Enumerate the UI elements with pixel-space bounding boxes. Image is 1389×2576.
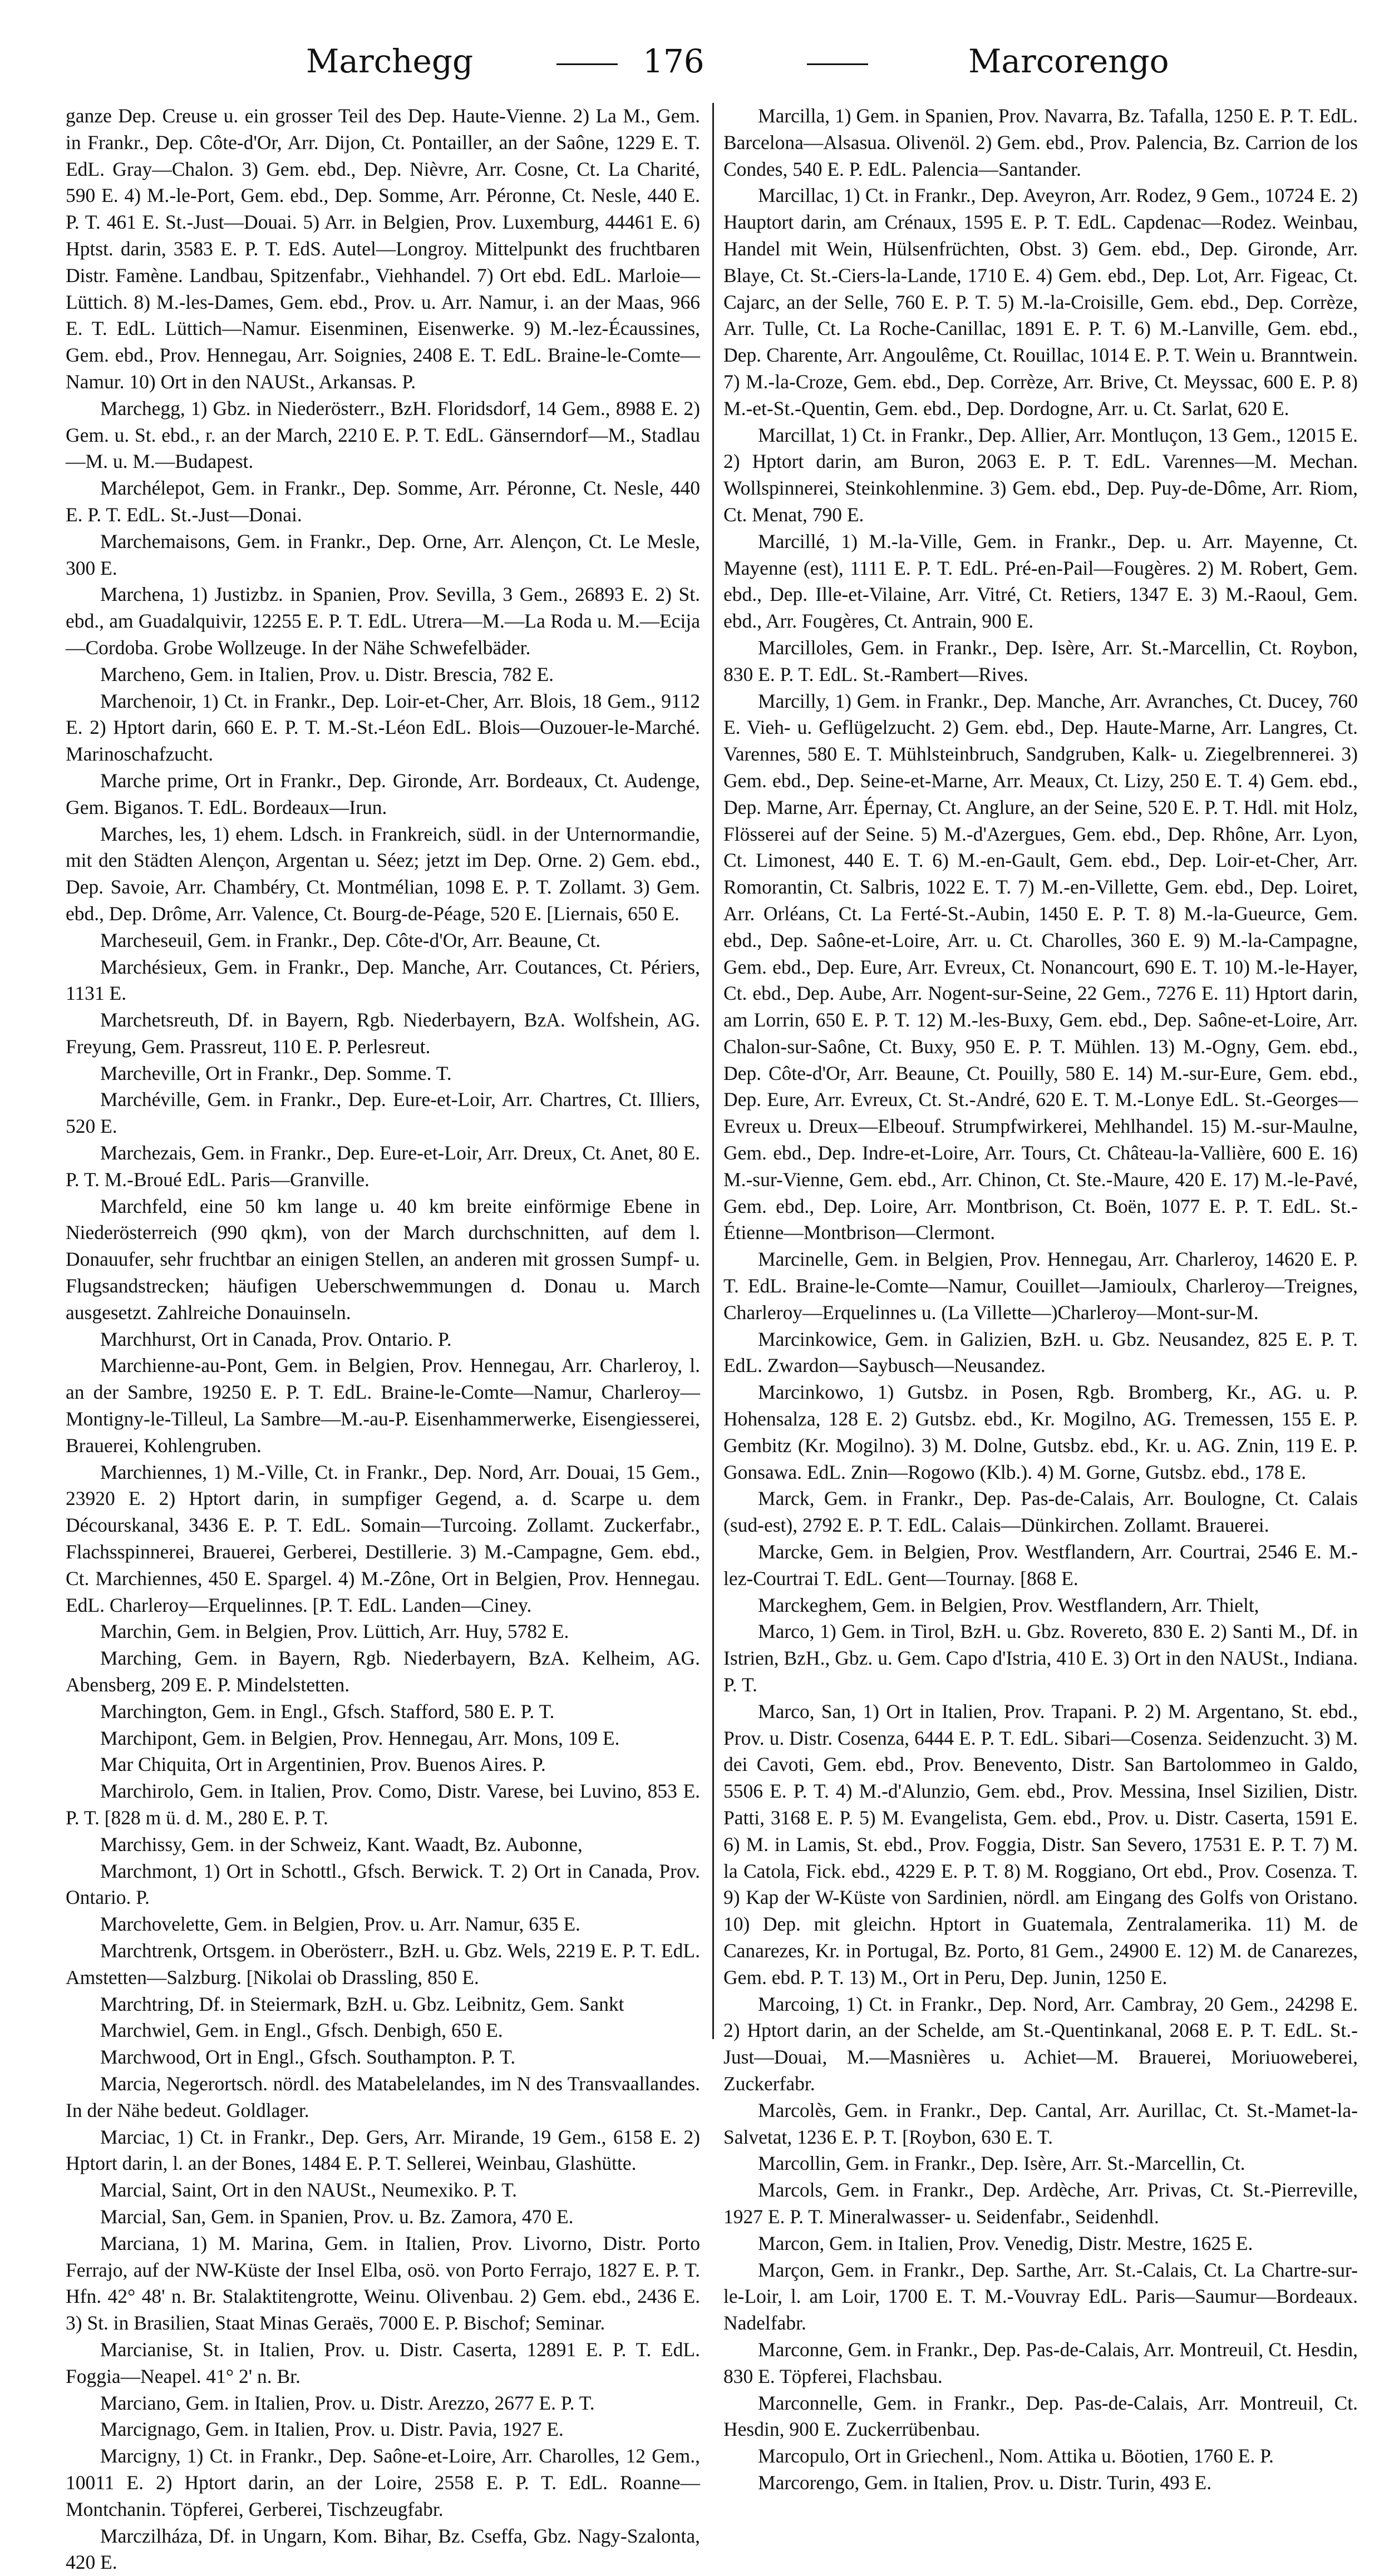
dictionary-entry: Marcilloles, Gem. in Frankr., Dep. Isère, Arr. St.-Marcellin, Ct. Roybon, 830 E. P. T. EdL. St.-Rambert—Rives.: [723, 636, 1358, 685]
dictionary-entry: Marck, Gem. in Frankr., Dep. Pas-de-Calais, Arr. Boulogne, Ct. Calais (sud-est), 2792 E. P. T. EdL. Calais—Dünkirchen. Zollamt. Brauerei.: [723, 1487, 1358, 1537]
dictionary-entry: Marconnelle, Gem. in Frankr., Dep. Pas-de-Calais, Arr. Montreuil, Ct. Hesdin, 900 E. Zuckerrübenbau.: [723, 2391, 1358, 2441]
dictionary-entry: Marchtrenk, Ortsgem. in Oberösterr., BzH. u. Gbz. Wels, 2219 E. P. T. EdL. Amstetten—Salzburg. [Nikolai ob Drassling, 850 E.: [66, 1939, 700, 1988]
right-column: [723, 103, 1358, 2494]
dictionary-entry: Marcoing, 1) Ct. in Frankr., Dep. Nord, Arr. Cambray, 20 Gem., 24298 E. 2) Hptort darin, an der Schelde, am St.-Quentinkanal, 2068 E. P. T. EdL. St.-Just—Douai, M.—Masnières u. Achiet—M. Brauerei, Moriuoweberei, Zuckerfabr.: [723, 1992, 1358, 2095]
dictionary-entry: Marche prime, Ort in Frankr., Dep. Gironde, Arr. Bordeaux, Ct. Audenge, Gem. Biganos. T. EdL. Bordeaux—Irun.: [66, 769, 700, 818]
dictionary-entry: Marcon, Gem. in Italien, Prov. Venedig, Distr. Mestre, 1625 E.: [758, 2232, 1253, 2254]
dictionary-entry: Marches, les, 1) ehem. Ldsch. in Frankreich, südl. in der Unternormandie, mit den Städten Alençon, Argentan u. Séez; jetzt im Dep. Orne. 2) Gem. ebd., Dep. Savoie, Arr. Chambéry, Ct. Montmélian, 1098 E. P. T. Zollamt. 3) Gem. ebd., Dep. Drôme, Arr. Valence, Ct. Bourg-de-Péage, 520 E. [Liernais, 650 E.: [66, 822, 700, 925]
dictionary-entry: Marcinkowo, 1) Gutsbz. in Posen, Rgb. Bromberg, Kr., AG. u. P. Hohensalza, 128 E. 2) Gutsbz. ebd., Kr. Mogilno, AG. Tremessen, 155 E. P. Gembitz (Kr. Mogilno). 3) M. Dolne, Gutsbz. ebd., Kr. u. AG. Znin, 119 E. P. Gonsawa. EdL. Znin—Rogowo (Klb.). 4) M. Gorne, Gutsbz. ebd., 178 E.: [723, 1381, 1358, 1483]
dictionary-entry: Marcianise, St. in Italien, Prov. u. Distr. Caserta, 12891 E. P. T. EdL. Foggia—Neapel. 41° 2' n. Br.: [66, 2338, 700, 2387]
dictionary-entry: Marchissy, Gem. in der Schweiz, Kant. Waadt, Bz. Aubonne,: [100, 1833, 583, 1855]
dictionary-entry: Marchegg, 1) Gbz. in Niederösterr., BzH. Floridsdorf, 14 Gem., 8988 E. 2) Gem. u. St. ebd., r. an der March, 2210 E. P. T. EdL. Gänserndorf—M., Stadlau—M. u. M.—Budapest.: [66, 397, 700, 473]
dictionary-entry: Marchtring, Df. in Steiermark, BzH. u. Gbz. Leibnitz, Gem. Sankt: [100, 1992, 624, 2015]
dictionary-entry: Marcols, Gem. in Frankr., Dep. Ardèche, Arr. Privas, Ct. St.-Pierreville, 1927 E. P. T. Mineralwasser- u. Seidenfabr., Seidenhdl.: [723, 2179, 1358, 2228]
dictionary-entry: Marchipont, Gem. in Belgien, Prov. Hennegau, Arr. Mons, 109 E.: [100, 1726, 620, 1749]
dictionary-entry: Marching, Gem. in Bayern, Rgb. Niederbayern, BzA. Kelheim, AG. Abensberg, 209 E. P. Mindelstetten.: [66, 1647, 700, 1696]
page-number: 176: [643, 42, 705, 80]
dictionary-entry: Marciano, Gem. in Italien, Prov. u. Distr. Arezzo, 2677 E. P. T.: [100, 2391, 595, 2414]
left-column: [66, 103, 700, 2574]
dictionary-entry: Marciac, 1) Ct. in Frankr., Dep. Gers, Arr. Mirande, 19 Gem., 6158 E. 2) Hptort darin, l. an der Bones, 1484 E. P. T. Sellerei, Weinbau, Glashütte.: [66, 2125, 700, 2175]
dictionary-entry: Marchiennes, 1) M.-Ville, Ct. in Frankr., Dep. Nord, Arr. Douai, 15 Gem., 23920 E. 2) Hptort darin, in sumpfiger Gegend, a. d. Scarpe u. dem Décourskanal, 3436 E. P. T. EdL. Somain—Turcoing. Zollamt. Zuckerfabr., Flachsspinnerei, Brauerei, Gerberei, Destillerie. 3) M.-Campagne, Gem. ebd., Ct. Marchiennes, 450 E. Spargel. 4) M.-Zône, Ort in Belgien, Prov. Hennegau. EdL. Charleroy—Erquelinnes. [P. T. EdL. Landen—Ciney.: [66, 1460, 700, 1616]
dictionary-entry: Marcilla, 1) Gem. in Spanien, Prov. Navarra, Bz. Tafalla, 1250 E. P. T. EdL. Barcelona—Alsasua. Olivenöl. 2) Gem. ebd., Prov. Palencia, Bz. Carrion de los Condes, 540 E. P. EdL. Palencia—Santander.: [723, 105, 1358, 180]
dictionary-entry: Marcignago, Gem. in Italien, Prov. u. Distr. Pavia, 1927 E.: [100, 2418, 564, 2441]
dictionary-entry: Marchin, Gem. in Belgien, Prov. Lüttich, Arr. Huy, 5782 E.: [100, 1620, 569, 1643]
dictionary-entry: Marchenoir, 1) Ct. in Frankr., Dep. Loir-et-Cher, Arr. Blois, 18 Gem., 9112 E. 2) Hptort darin, 660 E. P. T. M.-St.-Léon EdL. Blois—Ouzouer-le-Marché. Marinoschafzucht.: [66, 689, 700, 766]
dictionary-entry: Marcigny, 1) Ct. in Frankr., Dep. Saône-et-Loire, Arr. Charolles, 12 Gem., 10011 E. 2) Hptort darin, an der Loire, 2558 E. P. T. EdL. Roanne—Montchanin. Töpferei, Gerberei, Tischzeugfabr.: [66, 2445, 700, 2520]
header-dash-right: [807, 63, 868, 65]
dictionary-entry: Marchhurst, Ort in Canada, Prov. Ontario. P.: [100, 1328, 452, 1350]
page-header: [67, 39, 1333, 89]
dictionary-entry: Marcorengo, Gem. in Italien, Prov. u. Distr. Turin, 493 E.: [758, 2471, 1212, 2494]
dictionary-entry: Marchington, Gem. in Engl., Gfsch. Stafford, 580 E. P. T.: [100, 1700, 555, 1723]
dictionary-entry: Marcopulo, Ort in Griechenl., Nom. Attika u. Böotien, 1760 E. P.: [758, 2445, 1274, 2468]
dictionary-entry: Marcinkowice, Gem. in Galizien, BzH. u. Gbz. Neusandez, 825 E. P. T. EdL. Zwardon—Saybusch—Neusandez.: [723, 1328, 1358, 1377]
dictionary-entry: Marcheville, Ort in Frankr., Dep. Somme. T.: [100, 1062, 452, 1084]
dictionary-entry: Marco, San, 1) Ort in Italien, Prov. Trapani. P. 2) M. Argentano, St. ebd., Prov. u. Distr. Cosenza, 6444 E. P. T. EdL. Sibari—Cosenza. Seidenzucht. 3) M. dei Cavoti, Gem. ebd., Prov. Benevento, Distr. San Bartolommeo in Galdo, 5506 E. P. T. 4) M.-d'Alunzio, Gem. ebd., Prov. Messina, Insel Sizilien, Distr. Patti, 3168 E. P. 5) M. Evangelista, Gem. ebd., Prov. u. Distr. Caserta, 1591 E. 6) M. in Lamis, St. ebd., Prov. Foggia, Distr. San Severo, 17531 E. P. T. 7) M. la Catola, Fick. ebd., 4229 E. P. T. 8) M. Roggiano, Ort ebd., Prov. Cosenza. T. 9) Kap der W-Küste von Sardinien, nördl. am Eingang des Golfs von Oristano. 10) Dep. mit gleichn. Hptort in Guatemala, Zentralamerika. 11) M. de Canarezes, Kr. in Portugal, Bz. Porto, 81 Gem., 24900 E. 12) M. de Canarezes, Gem. ebd. P. T. 13) M., Ort in Peru, Dep. Junin, 1250 E.: [723, 1700, 1358, 1988]
dictionary-entry: Marciana, 1) M. Marina, Gem. in Italien, Prov. Livorno, Distr. Porto Ferrajo, auf der NW-Küste der Insel Elba, osö. von Porto Ferrajo, 1827 E. P. T. Hfn. 42° 48' n. Br. Stalaktitengrotte, Weinu. Olivenbau. 2) Gem. ebd., 2436 E. 3) St. in Brasilien, Staat Minas Geraës, 7000 E. P. Bischof; Seminar.: [66, 2232, 700, 2335]
dictionary-entry: Marcillat, 1) Ct. in Frankr., Dep. Allier, Arr. Montluçon, 13 Gem., 12015 E. 2) Hptort darin, am Buron, 2063 E. P. T. EdL. Varennes—M. Mechan. Wollspinnerei, Steinkohlenmine. 3) Gem. ebd., Dep. Puy-de-Dôme, Arr. Riom, Ct. Menat, 790 E.: [723, 423, 1358, 526]
dictionary-entry: ganze Dep. Creuse u. ein grosser Teil des Dep. Haute-Vienne. 2) La M., Gem. in Frankr., Dep. Côte-d'Or, Arr. Dijon, Ct. Pontailler, an der Saône, 1229 E. T. EdL. Gray—Chalon. 3) Gem. ebd., Dep. Nièvre, Arr. Cosne, Ct. La Charité, 590 E. 4) M.-le-Port, Gem. ebd., Dep. Somme, Arr. Péronne, Ct. Nesle, 440 E. P. T. 461 E. St.-Just—Douai. 5) Arr. in Belgien, Prov. Luxemburg, 44461 E. 6) Hptst. darin, 3583 E. P. T. EdS. Autel—Longroy. Mittelpunkt des fruchtbaren Distr. Famène. Landbau, Spitzenfabr., Viehhandel. 7) Ort ebd. EdL. Marloie—Lüttich. 8) M.-les-Dames, Gem. ebd., Prov. u. Arr. Namur, i. an der Maas, 966 E. T. EdL. Lüttich—Namur. Eisenminen, Eisenwerke. 9) M.-lez-Écaussines, Gem. ebd., Prov. Hennegau, Arr. Soignies, 2408 E. T. EdL. Braine-le-Comte—Namur. 10) Ort in den NAUSt., Arkansas. P.: [66, 105, 700, 393]
dictionary-entry: Marcia, Negerortsch. nördl. des Matabelelandes, im N des Transvaallandes. In der Nähe bedeut. Goldlager.: [66, 2072, 700, 2121]
dictionary-entry: Marcolès, Gem. in Frankr., Dep. Cantal, Arr. Aurillac, Ct. St.-Mamet-la-Salvetat, 1236 E. P. T. [Roybon, 630 E. T.: [723, 2099, 1358, 2148]
dictionary-entry: Marcillé, 1) M.-la-Ville, Gem. in Frankr., Dep. u. Arr. Mayenne, Ct. Mayenne (est), 1111 E. P. T. EdL. Pré-en-Pail—Fougères. 2) M. Robert, Gem. ebd., Dep. Ille-et-Vilaine, Arr. Vitré, Ct. Retiers, 1347 E. 3) M.-Raoul, Gem. ebd., Arr. Fougères, Ct. Antrain, 900 E.: [723, 530, 1358, 633]
dictionary-entry: Marchéville, Gem. in Frankr., Dep. Eure-et-Loir, Arr. Chartres, Ct. Illiers, 520 E.: [66, 1088, 700, 1138]
dictionary-entry: Mar Chiquita, Ort in Argentinien, Prov. Buenos Aires. P.: [100, 1753, 546, 1776]
dictionary-entry: Marcke, Gem. in Belgien, Prov. Westflandern, Arr. Courtrai, 2546 E. M.-lez-Courtrai T. EdL. Gent—Tournay. [868 E.: [723, 1541, 1358, 1590]
dictionary-entry: Marchezais, Gem. in Frankr., Dep. Eure-et-Loir, Arr. Dreux, Ct. Anet, 80 E. P. T. M.-Broué EdL. Paris—Granville.: [66, 1142, 700, 1191]
running-head-left: Marchegg: [306, 42, 474, 80]
dictionary-entry: Marcheseuil, Gem. in Frankr., Dep. Côte-d'Or, Arr. Beaune, Ct.: [100, 929, 601, 951]
header-dash-left: [556, 63, 618, 65]
dictionary-entry: Marchmont, 1) Ort in Schottl., Gfsch. Berwick. T. 2) Ort in Canada, Prov. Ontario. P.: [66, 1859, 700, 1909]
dictionary-entry: Marcial, Saint, Ort in den NAUSt., Neumexiko. P. T.: [100, 2179, 518, 2202]
dictionary-entry: Marcial, San, Gem. in Spanien, Prov. u. Bz. Zamora, 470 E.: [100, 2205, 574, 2228]
dictionary-entry: Marcheno, Gem. in Italien, Prov. u. Distr. Brescia, 782 E.: [100, 663, 554, 685]
dictionary-entry: Marchienne-au-Pont, Gem. in Belgien, Prov. Hennegau, Arr. Charleroy, l. an der Sambre, 19250 E. P. T. EdL. Braine-le-Comte—Namur, Charleroy—Montigny-le-Tilleul, La Sambre—M.-au-P. Eisenhammerwerke, Eisengiesserei, Brauerei, Kohlengruben.: [66, 1354, 700, 1457]
dictionary-entry: Marcillac, 1) Ct. in Frankr., Dep. Aveyron, Arr. Rodez, 9 Gem., 10724 E. 2) Hauptort darin, am Crénaux, 1595 E. P. T. EdL. Capdenac—Rodez. Weinbau, Handel mit Wein, Hülsenfrüchten, Obst. 3) Gem. ebd., Dep. Gironde, Arr. Blaye, Ct. St.-Ciers-la-Lande, 1710 E. 4) Gem. ebd., Dep. Lot, Arr. Figeac, Ct. Cajarc, an der Selle, 760 E. P. T. 5) M.-la-Croisille, Gem. ebd., Dep. Corrèze, Arr. Tulle, Ct. La Roche-Canillac, 1891 E. P. T. 6) M.-Lanville, Gem. ebd., Dep. Charente, Arr. Angoulême, Ct. Rouillac, 1014 E. P. T. Wein u. Branntwein. 7) M.-la-Croze, Gem. ebd., Dep. Corrèze, Arr. Brive, Ct. Meyssac, 600 E. P. 8) M.-et-St.-Quentin, Gem. ebd., Dep. Dordogne, Arr. u. Ct. Sarlat, 620 E.: [723, 184, 1358, 420]
dictionary-entry: Marcollin, Gem. in Frankr., Dep. Isère, Arr. St.-Marcellin, Ct.: [758, 2152, 1245, 2175]
dictionary-entry: Marchésieux, Gem. in Frankr., Dep. Manche, Arr. Coutances, Ct. Périers, 1131 E.: [66, 955, 700, 1005]
dictionary-entry: Marco, 1) Gem. in Tirol, BzH. u. Gbz. Rovereto, 830 E. 2) Santi M., Df. in Istrien, BzH., Gbz. u. Gem. Capo d'Istria, 410 E. 3) Ort in den NAUSt., Indiana. P. T.: [723, 1620, 1358, 1696]
dictionary-entry: Marchwood, Ort in Engl., Gfsch. Southampton. P. T.: [100, 2046, 516, 2069]
dictionary-entry: Marchwiel, Gem. in Engl., Gfsch. Denbigh, 650 E.: [100, 2019, 503, 2042]
dictionary-entry: Marchélepot, Gem. in Frankr., Dep. Somme, Arr. Péronne, Ct. Nesle, 440 E. P. T. EdL. St.-Just—Donai.: [66, 477, 700, 526]
running-head-right: Marcorengo: [968, 42, 1169, 80]
dictionary-entry: Marchemaisons, Gem. in Frankr., Dep. Orne, Arr. Alençon, Ct. Le Mesle, 300 E.: [66, 530, 700, 579]
dictionary-entry: Marchovelette, Gem. in Belgien, Prov. u. Arr. Namur, 635 E.: [100, 1913, 580, 1936]
dictionary-entry: Marchfeld, eine 50 km lange u. 40 km breite einförmige Ebene in Niederösterreich (990 qkm), von der March durchschnitten, auf dem l. Donauufer, sehr fruchtbar an einigen Stellen, an anderen mit grossen Sumpf- u. Flugsandstrecken; häufigen Ueberschwemmungen d. Donau u. March ausgesetzt. Zahlreiche Donauinseln.: [66, 1195, 700, 1324]
dictionary-entry: Marcilly, 1) Gem. in Frankr., Dep. Manche, Arr. Avranches, Ct. Ducey, 760 E. Vieh- u. Geflügelzucht. 2) Gem. ebd., Dep. Haute-Marne, Arr. Langres, Ct. Varennes, 580 E. T. Mühlsteinbruch, Sandgruben, Kalk- u. Ziegelbrennerei. 3) Gem. ebd., Dep. Seine-et-Marne, Arr. Meaux, Ct. Lizy, 250 E. T. 4) Gem. ebd., Dep. Marne, Arr. Épernay, Ct. Anglure, an der Seine, 520 E. P. T. Hdl. mit Holz, Flösserei auf der Seine. 5) M.-d'Azergues, Gem. ebd., Dep. Rhône, Arr. Lyon, Ct. Limonest, 440 E. T. 6) M.-en-Gault, Gem. ebd., Dep. Loir-et-Cher, Arr. Romorantin, Ct. Salbris, 1022 E. T. 7) M.-en-Villette, Gem. ebd., Dep. Loiret, Arr. Orléans, Ct. La Ferté-St.-Aubin, 1450 E. P. T. 8) M.-la-Gueurce, Gem. ebd., Dep. Saône-et-Loire, Arr. u. Ct. Charolles, 360 E. 9) M.-la-Campagne, Gem. ebd., Dep. Eure, Arr. Evreux, Ct. Nonancourt, 690 E. T. 10) M.-le-Hayer, Ct. ebd., Dep. Aube, Arr. Nogent-sur-Seine, 22 Gem., 7276 E. 11) Hptort darin, am Lorrin, 650 E. P. T. 12) M.-les-Buxy, Gem. ebd., Dep. Saône-et-Loire, Arr. Chalon-sur-Saône, Ct. Buxy, 950 E. P. T. Mühlen. 13) M.-Ogny, Gem. ebd., Dep. Côte-d'Or, Arr. Beaune, Ct. Pouilly, 580 E. 14) M.-sur-Eure, Gem. ebd., Dep. Eure, Arr. Evreux, Ct. St.-André, 620 E. T. M.-Lonye EdL. St.-Georges—Evreux u. Dreux—Elbeouf. Strumpfwirkerei, Mehlhandel. 15) M.-sur-Maulne, Gem. ebd., Dep. Indre-et-Loire, Arr. Tours, Ct. Château-la-Vallière, 600 E. 16) M.-sur-Vienne, Gem. ebd., Arr. Chinon, Ct. Ste.-Maure, 420 E. 17) M.-le-Pavé, Gem. ebd., Dep. Loire, Arr. Montbrison, Ct. Boën, 1077 E. P. T. EdL. St.-Étienne—Montbrison—Clermont.: [723, 689, 1358, 1244]
dictionary-entry: Marchetsreuth, Df. in Bayern, Rgb. Niederbayern, BzA. Wolfshein, AG. Freyung, Gem. Prassreut, 110 E. P. Perlesreut.: [66, 1009, 700, 1058]
dictionary-entry: Marconne, Gem. in Frankr., Dep. Pas-de-Calais, Arr. Montreuil, Ct. Hesdin, 830 E. Töpferei, Flachsbau.: [723, 2338, 1358, 2387]
dictionary-entry: Marçon, Gem. in Frankr., Dep. Sarthe, Arr. St.-Calais, Ct. La Chartre-sur-le-Loir, l. am Loir, 1700 E. T. M.-Vouvray EdL. Paris—Saumur—Bordeaux. Nadelfabr.: [723, 2258, 1358, 2335]
dictionary-entry: Marchena, 1) Justizbz. in Spanien, Prov. Sevilla, 3 Gem., 26893 E. 2) St. ebd., am Guadalquivir, 12255 E. P. T. EdL. Utrera—M.—La Roda u. M.—Ecija—Cordoba. Grobe Wollzeuge. In der Nähe Schwefelbäder.: [66, 583, 700, 659]
dictionary-entry: Marckeghem, Gem. in Belgien, Prov. Westflandern, Arr. Thielt,: [758, 1593, 1259, 1616]
dictionary-entry: Marcinelle, Gem. in Belgien, Prov. Hennegau, Arr. Charleroy, 14620 E. P. T. EdL. Braine-le-Comte—Namur, Couillet—Jamioulx, Charleroy—Treignes, Charleroy—Erquelinnes u. (La Villette—)Charleroy—Mont-sur-M.: [723, 1248, 1358, 1324]
dictionary-entry: Marchirolo, Gem. in Italien, Prov. Como, Distr. Varese, bei Luvino, 853 E. P. T. [828 m ü. d. M., 280 E. P. T.: [66, 1780, 700, 1829]
dictionary-entry: Marczilháza, Df. in Ungarn, Kom. Bihar, Bz. Cseffa, Gbz. Nagy-Szalonta, 420 E.: [66, 2524, 700, 2574]
column-divider: [712, 103, 714, 2039]
